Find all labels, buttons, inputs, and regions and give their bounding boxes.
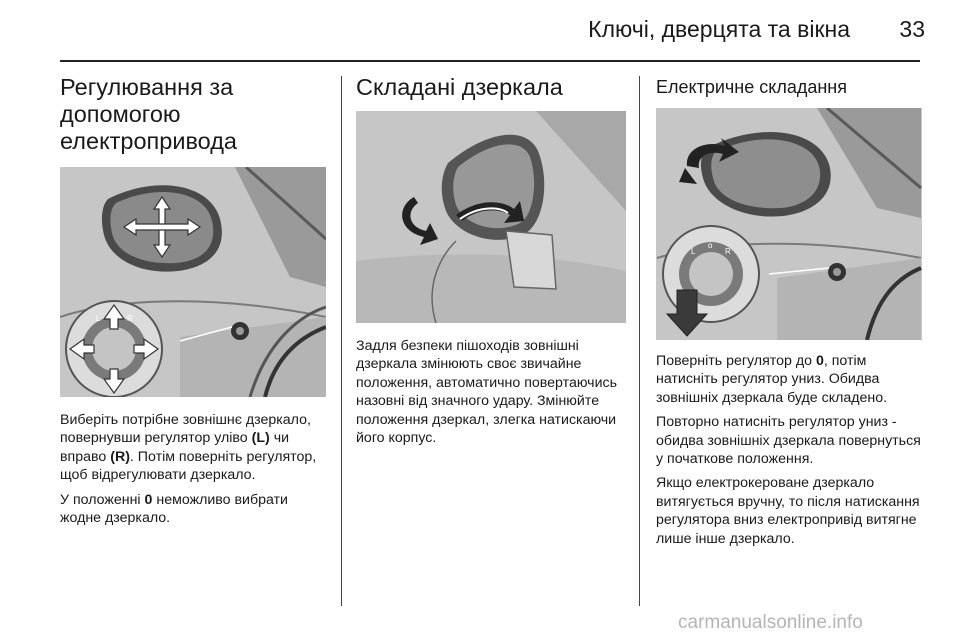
- knob-letter-r: R: [725, 247, 731, 256]
- paragraph: [656, 352, 922, 407]
- knob-letter-l: L: [691, 247, 696, 256]
- text: Поверніть регулятор до: [656, 353, 816, 369]
- zero-label: 0: [815, 353, 824, 369]
- knob-letter-r: R: [127, 314, 133, 323]
- text: . Потім поверніть регулятор, щоб відрегулювати дзеркало.: [60, 448, 317, 484]
- right-label: (R): [110, 448, 130, 465]
- paragraph: Повторно натисніть регулятор униз - обидва зовнішніх дзеркала повернуться у початкове положення.: [656, 414, 921, 468]
- section-folding-mirrors: [356, 74, 626, 453]
- text: , потім натисніть регулятор униз. Обидва зовнішніх дзеркала буде складено.: [656, 353, 888, 406]
- column-divider: [639, 76, 640, 606]
- text: чи вправо: [60, 430, 290, 465]
- header-rule: [60, 60, 920, 62]
- left-label: (L): [251, 430, 270, 447]
- page-number: 33: [899, 16, 925, 42]
- knob-letter-o: o: [708, 241, 713, 250]
- paragraph: [60, 411, 326, 485]
- page-header-title: Ключі, дверцята та вікна: [588, 16, 850, 42]
- section-heading: Регулювання за допомогою електропривода: [60, 74, 237, 154]
- watermark: carmanualsonline.info: [678, 612, 863, 633]
- section-heading: Складані дзеркала: [356, 74, 563, 100]
- mirror-adjustment-illustration: [60, 167, 326, 397]
- paragraph: Задля безпеки пішоходів зовнішні дзеркала змінюють своє звичайне положення, автоматично повертаючись назовні від значного удару. Змінюйте положення дзеркал, злегка натискаючи його корпус.: [356, 338, 617, 447]
- text: неможливо вибрати жодне дзеркало.: [60, 491, 288, 527]
- knob-letter-l: L: [96, 314, 101, 323]
- text: Виберіть потрібне зовнішнє дзеркало, повернувши регулятор уліво: [60, 412, 311, 447]
- column-divider: [341, 76, 342, 606]
- section-electric-adjustment: [60, 74, 326, 533]
- folding-mirror-illustration: [356, 111, 626, 323]
- zero-label: 0: [144, 491, 153, 508]
- text: У положенні: [60, 491, 145, 508]
- section-heading: Електричне складання: [656, 77, 847, 97]
- electric-folding-illustration: [656, 108, 922, 340]
- paragraph: Якщо електрокероване дзеркало витягується вручну, то після натискання регулятора вниз електропривід витягне лише інше дзеркало.: [656, 475, 920, 547]
- paragraph: [60, 491, 326, 528]
- section-electric-folding: [656, 74, 922, 554]
